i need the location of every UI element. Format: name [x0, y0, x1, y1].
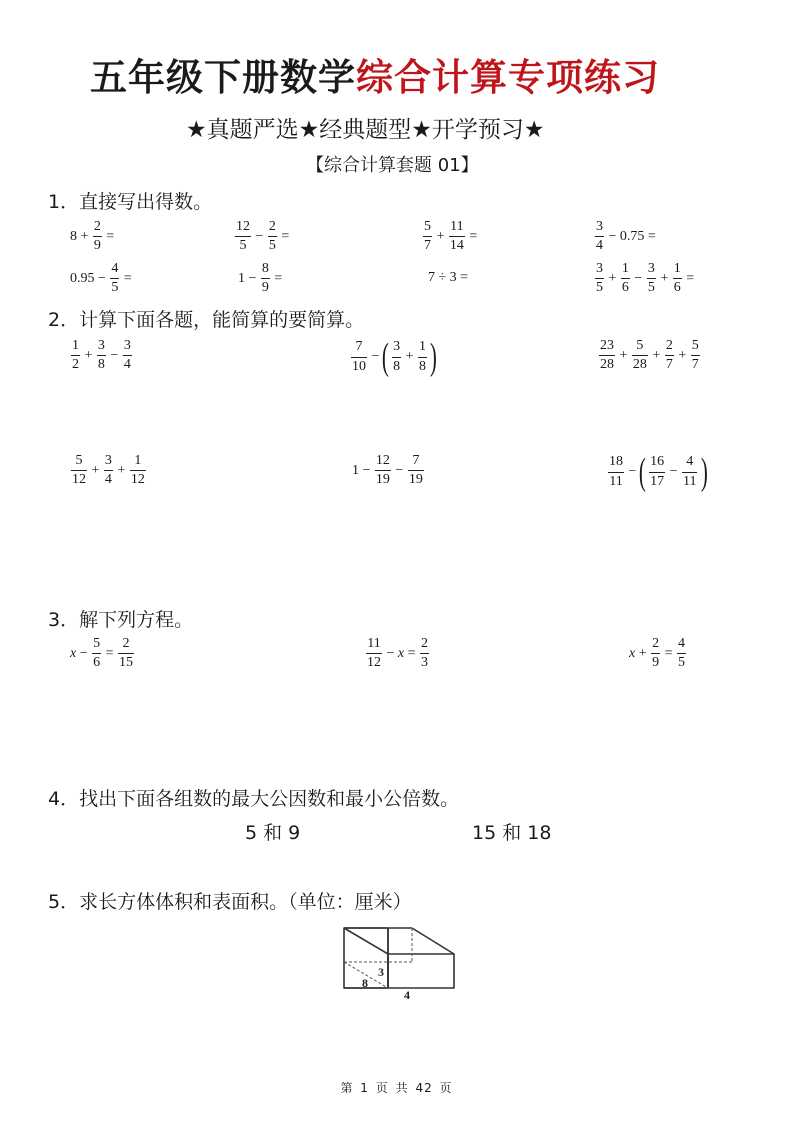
s3-equation-3: x + $\frac{2}{9}$ = $\frac{4}{5}$ — [629, 636, 686, 671]
s2-item-4: $\frac{5}{12}$ + $\frac{3}{4}$ + $\frac{1}{12}$ — [72, 453, 145, 488]
cuboid-right-face — [388, 928, 454, 988]
s3-equation-2: $\frac{11}{12}$ − x = $\frac{2}{3}$ — [367, 636, 429, 671]
title-red-part: 综合计算专项练习 — [356, 56, 660, 99]
dim-height-label: 3 — [378, 965, 384, 979]
fraction: $\frac{23}{28}$ — [600, 338, 614, 373]
section-5-heading: 5．求长方体体积和表面积。（单位：厘米） — [48, 891, 412, 913]
fraction: $\frac{3}{4}$ — [123, 338, 131, 373]
s2-item-5: 1 − $\frac{12}{19}$ − $\frac{7}{19}$ — [352, 453, 423, 488]
fraction: $\frac{2}{9}$ — [93, 219, 101, 254]
fraction: $\frac{2}{7}$ — [665, 338, 673, 373]
page-number: 1 — [360, 1081, 369, 1095]
fraction: $\frac{11}{14}$ — [449, 219, 464, 254]
s2-item-2: $\frac{7}{10}$ − ( $\frac{3}{8}$ + $\frac{1}{8}$ ) — [352, 336, 438, 378]
fraction: $\frac{7}{19}$ — [408, 453, 423, 488]
fraction: $\frac{2}{5}$ — [268, 219, 276, 254]
fraction: $\frac{8}{9}$ — [261, 261, 269, 296]
s1-item-7: 7 ÷ 3 = — [428, 270, 469, 285]
page-total: 42 — [415, 1081, 433, 1095]
page-title — [90, 47, 660, 101]
s1-item-1: 8 + $\frac{2}{9}$ = — [70, 219, 115, 254]
fraction: $\frac{2}{15}$ — [119, 636, 134, 671]
fraction: $\frac{3}{8}$ — [97, 338, 105, 373]
fraction: $\frac{5}{12}$ — [72, 453, 86, 488]
left-paren: ( — [381, 336, 389, 378]
right-paren: ) — [430, 336, 438, 378]
s1-item-3: $\frac{5}{7}$ + $\frac{11}{14}$ = — [424, 219, 478, 254]
dim-width-label: 4 — [404, 988, 410, 1002]
fraction: $\frac{5}{6}$ — [93, 636, 101, 671]
fraction: $\frac{4}{5}$ — [678, 636, 686, 671]
s1-item-4: $\frac{3}{4}$ − 0.75 = — [596, 219, 656, 254]
page-footer: 第 1 页 共 42 页 — [340, 1081, 453, 1095]
fraction: $\frac{5}{7}$ — [424, 219, 431, 254]
fraction: $\frac{12}{5}$ — [236, 219, 250, 254]
s2-item-1: $\frac{1}{2}$ + $\frac{3}{8}$ − $\frac{3}{4}$ — [72, 338, 131, 373]
cuboid-top-left-edge — [344, 928, 388, 954]
fraction: $\frac{12}{19}$ — [375, 453, 390, 488]
fraction: $\frac{3}{4}$ — [104, 453, 112, 488]
fraction: $\frac{4}{11}$ — [682, 454, 697, 489]
fraction: $\frac{1}{12}$ — [130, 453, 145, 488]
fraction: $\frac{3}{5}$ — [596, 261, 603, 296]
fraction: $\frac{3}{5}$ — [647, 261, 655, 296]
fraction: $\frac{16}{17}$ — [650, 454, 665, 489]
fraction: $\frac{5}{28}$ — [632, 338, 647, 373]
section-2-heading: 2．计算下面各题，能简算的要简算。 — [48, 309, 365, 331]
section-3-heading: 3．解下列方程。 — [48, 609, 194, 631]
s1-item-6: 1 − $\frac{8}{9}$ = — [238, 261, 283, 296]
fraction: $\frac{5}{7}$ — [691, 338, 699, 373]
fraction: $\frac{2}{9}$ — [652, 636, 660, 671]
s1-item-2: $\frac{12}{5}$ − $\frac{2}{5}$ = — [236, 219, 290, 254]
fraction: $\frac{4}{5}$ — [111, 261, 119, 296]
fraction: $\frac{1}{2}$ — [72, 338, 79, 373]
s2-item-6: $\frac{18}{11}$ − ( $\frac{16}{17}$ − $\frac{4}{11}$ ) — [609, 451, 708, 493]
fraction: $\frac{7}{10}$ — [352, 339, 366, 374]
s3-equation-1: x − $\frac{5}{6}$ = $\frac{2}{15}$ — [70, 636, 134, 671]
left-paren: ( — [638, 451, 646, 493]
fraction: $\frac{3}{4}$ — [596, 219, 603, 254]
fraction: $\frac{1}{6}$ — [621, 261, 629, 296]
fraction: $\frac{2}{3}$ — [421, 636, 429, 671]
title-black-part: 五年级下册数学 — [90, 56, 356, 99]
section-4-heading: 4．找出下面各组数的最大公因数和最小公倍数。 — [48, 788, 460, 810]
fraction: $\frac{1}{6}$ — [673, 261, 681, 296]
page-subtitle: ★真题严选★经典题型★开学预习★ — [186, 117, 545, 143]
s1-item-5: 0.95 − $\frac{4}{5}$ = — [70, 261, 132, 296]
number-pair-1: 5 和 9 — [245, 822, 301, 844]
right-paren: ) — [700, 451, 708, 493]
cuboid-diagram — [332, 922, 462, 1002]
number-pair-2: 15 和 18 — [472, 822, 552, 844]
fraction: $\frac{1}{8}$ — [418, 339, 426, 374]
fraction: $\frac{18}{11}$ — [609, 454, 623, 489]
fraction: $\frac{3}{8}$ — [393, 339, 401, 374]
s2-item-3: $\frac{23}{28}$ + $\frac{5}{28}$ + $\frac{2}{7}$ + $\frac{5}{7}$ — [600, 338, 699, 373]
section-1-heading: 1．直接写出得数。 — [48, 191, 213, 213]
set-title: 【综合计算套题 01】 — [306, 155, 479, 176]
s1-item-8: $\frac{3}{5}$ + $\frac{1}{6}$ − $\frac{3}{5}$ + $\frac{1}{6}$ = — [596, 261, 695, 296]
dim-depth-label: 8 — [362, 976, 368, 990]
fraction: $\frac{11}{12}$ — [367, 636, 381, 671]
